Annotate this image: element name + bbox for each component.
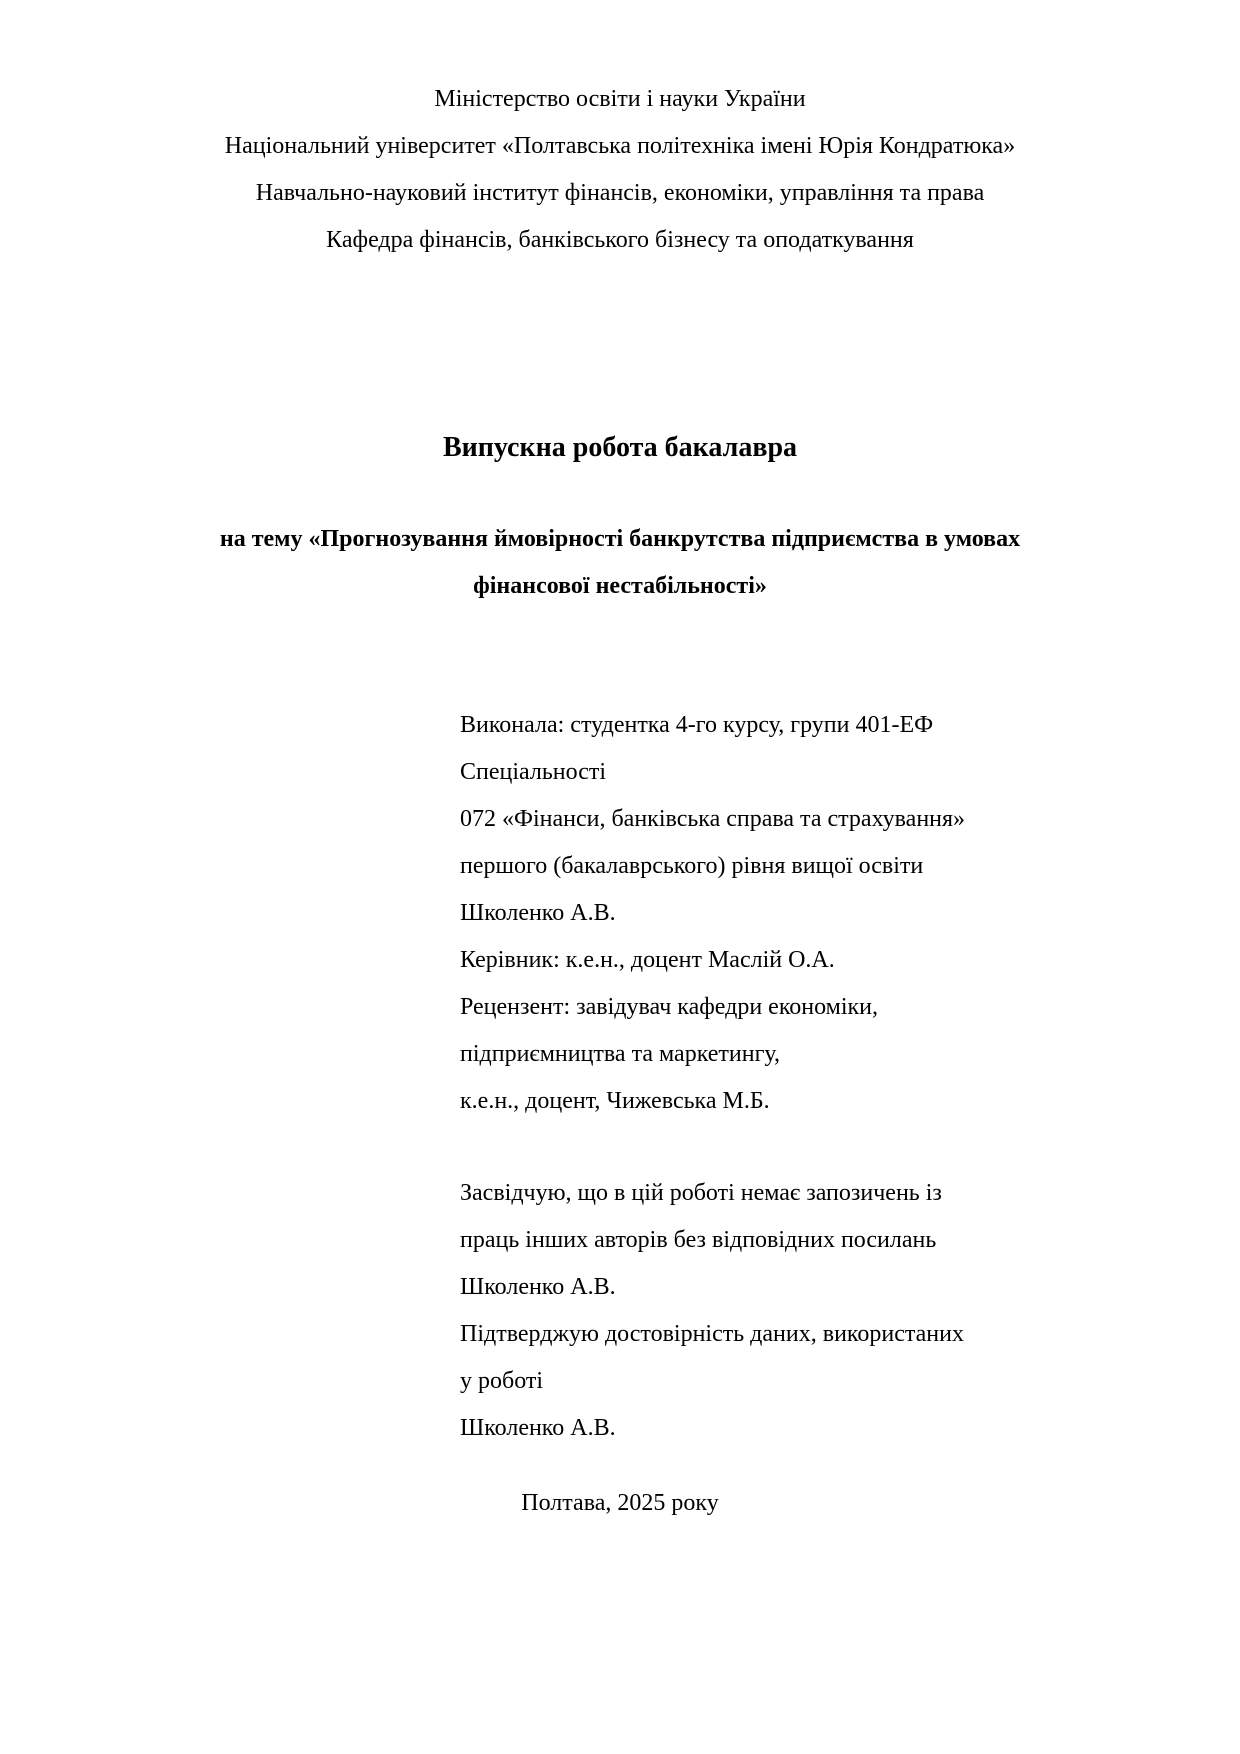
thesis-title: Випускна робота бакалавра [442,432,798,463]
thesis-topic [0,516,1240,610]
education-level-line: першого (бакалаврського) рівня вищої освіти [460,853,924,879]
ministry-line: Міністерство освіти і науки України [434,86,806,112]
institution-header [0,0,1240,264]
institute-line: Навчально-науковий інститут фінансів, економіки, управління та права [255,180,985,206]
thesis-topic-line: фінансової нестабільності» [473,573,767,599]
footer-place-year: Полтава, 2025 року [521,1490,719,1516]
university-line: Національний університет «Полтавська політехніка імені Юрія Кондратюка» [224,133,1016,159]
thesis-topic-line: на тему «Прогнозування ймовірності банкрутства підприємства в умовах [219,526,1021,552]
student-name-line: Школенко А.В. [460,900,616,926]
supervisor-line: Керівник: к.е.н., доцент Маслій О.А. [460,947,835,973]
declaration-line: праць інших авторів без відповідних посилань [460,1227,937,1253]
reviewer-line: підприємництва та маркетингу, [460,1041,781,1067]
declaration-line: Засвідчую, що в цій роботі немає запозичень із [460,1180,942,1206]
department-line: Кафедра фінансів, банківського бізнесу та оподаткування [326,227,914,253]
specialty-label-line: Спеціальності [460,759,607,785]
originality-declaration [460,1170,1240,1452]
performer-line: Виконала: студентка 4-го курсу, групи 401-ЕФ [460,712,934,738]
reviewer-line: Рецензент: завідувач кафедри економіки, [460,994,879,1020]
reviewer-line: к.е.н., доцент, Чижевська М.Б. [460,1088,770,1114]
declaration-signature-line: Школенко А.В. [460,1274,616,1300]
performer-details [460,702,1240,1125]
declaration-line: у роботі [460,1368,544,1394]
declaration-line: Підтверджую достовірність даних, використаних [460,1321,964,1347]
specialty-code-line: 072 «Фінанси, банківська справа та страхування» [460,806,966,832]
declaration-signature-line: Школенко А.В. [460,1415,616,1441]
